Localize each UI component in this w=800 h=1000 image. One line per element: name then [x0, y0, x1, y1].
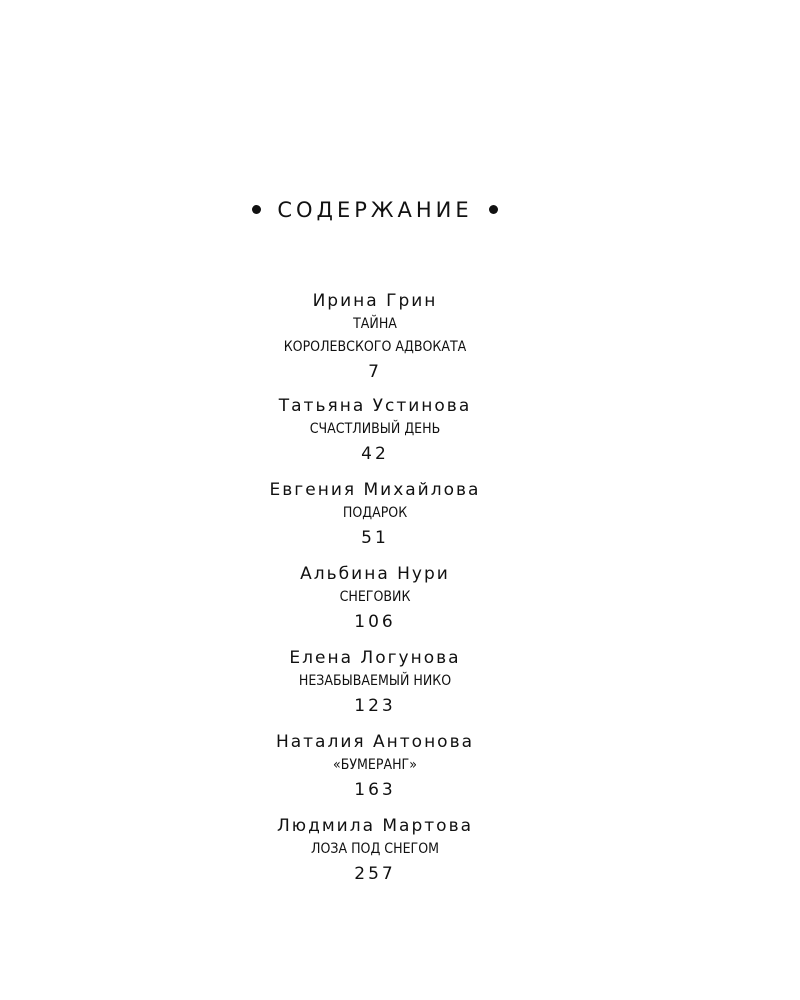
toc-entry-title: НЕЗАБЫВАЕМЫЙ НИКО: [298, 673, 452, 689]
contents-heading: [0, 198, 750, 222]
toc-entry-author: Альбина Нури: [300, 564, 450, 584]
toc-entry-page-number: 42: [361, 444, 389, 464]
toc-entry-page-number: 163: [354, 780, 396, 800]
toc-entry-author: Евгения Михайлова: [269, 480, 481, 500]
toc-entry[interactable]: [0, 395, 750, 479]
contents-heading-label: СОДЕРЖАНИЕ: [277, 198, 473, 222]
toc-entry-author: Ирина Грин: [312, 291, 438, 311]
toc-list: [0, 290, 750, 899]
toc-entry-title: «БУМЕРАНГ»: [333, 757, 417, 773]
toc-entry-author: Елена Логунова: [289, 648, 461, 668]
toc-entry[interactable]: [0, 479, 750, 563]
toc-entry[interactable]: [0, 815, 750, 899]
toc-entry-title: КОРОЛЕВСКОГО АДВОКАТА: [283, 339, 467, 355]
bullet-dot-icon: [489, 205, 498, 214]
toc-entry[interactable]: [0, 731, 750, 815]
toc-entry[interactable]: [0, 563, 750, 647]
toc-entry-title: ПОДАРОК: [342, 505, 408, 521]
toc-entry-title: СЧАСТЛИВЫЙ ДЕНЬ: [309, 421, 441, 437]
toc-entry-author: Наталия Антонова: [275, 732, 475, 752]
toc-entry-title: ЛОЗА ПОД СНЕГОМ: [311, 841, 439, 857]
toc-entry-title: ТАЙНА: [353, 316, 397, 332]
toc-entry[interactable]: [0, 647, 750, 731]
toc-entry[interactable]: [0, 290, 750, 395]
toc-entry-page-number: 257: [354, 864, 396, 884]
toc-entry-author: Татьяна Устинова: [278, 396, 472, 416]
toc-entry-page-number: 123: [354, 696, 396, 716]
toc-entry-page-number: 106: [354, 612, 396, 632]
toc-entry-author: Людмила Мартова: [276, 816, 474, 836]
toc-entry-title: СНЕГОВИК: [339, 589, 411, 605]
bullet-dot-icon: [252, 205, 261, 214]
toc-entry-page-number: 51: [361, 528, 389, 548]
toc-entry-page-number: 7: [368, 362, 382, 382]
